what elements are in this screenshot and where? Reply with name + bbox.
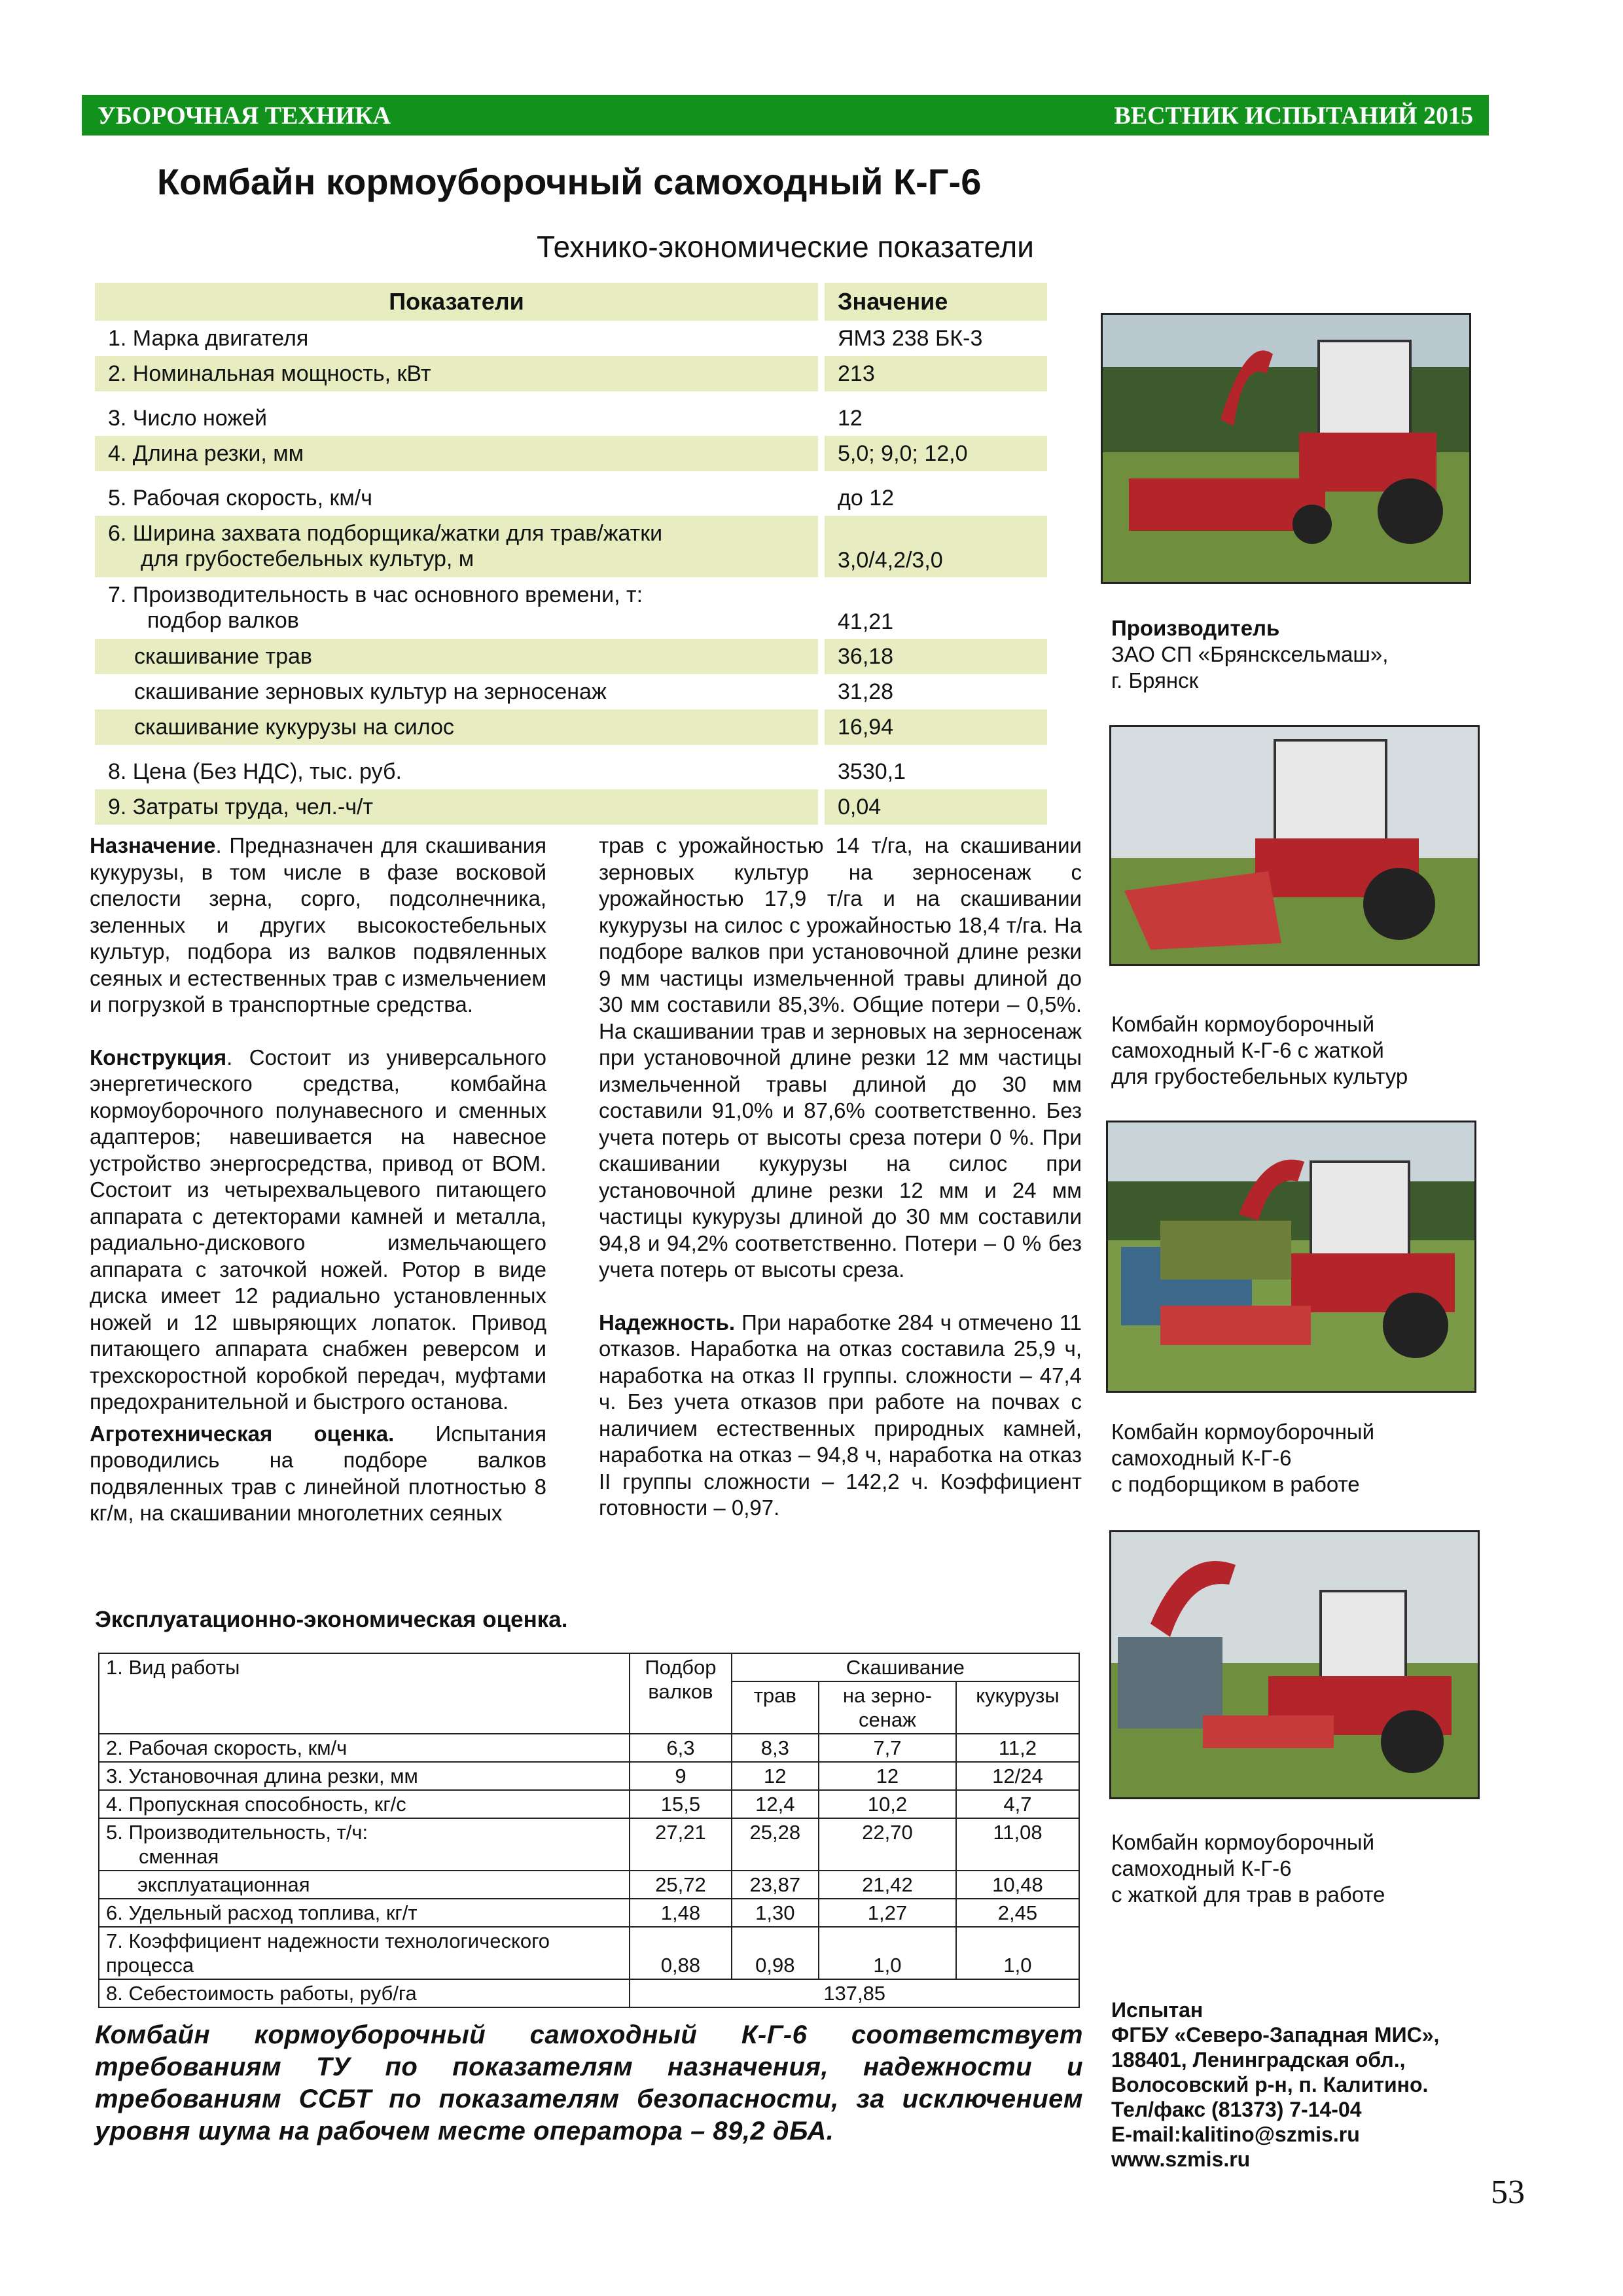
table-row: [95, 577, 1047, 639]
cell: 11,08: [956, 1818, 1079, 1871]
row-label-line: 6. Ширина захвата подборщика/жатки для трав/жатки: [108, 521, 663, 546]
producer-city: г. Брянск: [1111, 668, 1199, 692]
producer-label: Производитель: [1111, 616, 1280, 640]
cell: 11,2: [956, 1734, 1079, 1762]
cell: 1,0: [819, 1927, 956, 1979]
row-value: до 12: [818, 480, 1047, 516]
table-row: [99, 1762, 1079, 1790]
caption-3: [1111, 1829, 1385, 1908]
page-number: 53: [1491, 2174, 1525, 2211]
table-row: [99, 1653, 1079, 1681]
tested-address: Волосовский р-н, п. Калитино.: [1111, 2073, 1429, 2096]
design-paragraph: [90, 1045, 546, 1416]
row-label: 7. Коэффициент надежности технологического процесса: [99, 1927, 630, 1979]
table-row: [95, 480, 1047, 516]
table-row: [99, 1790, 1079, 1818]
caption-2: [1111, 1419, 1374, 1498]
tested-address: 188401, Ленинградская обл.,: [1111, 2048, 1406, 2072]
table-row: [99, 1871, 1079, 1899]
cell: 10,48: [956, 1871, 1079, 1899]
row-value: 12: [818, 401, 1047, 436]
row-value: 0,04: [818, 789, 1047, 825]
tested-phone: Тел/факс (81373) 7-14-04: [1111, 2098, 1362, 2121]
text-column-left: [90, 833, 546, 1527]
row-label: [95, 577, 818, 639]
ops-header-grass: трав: [732, 1681, 819, 1734]
caption-line: Комбайн кормоуборочный: [1111, 1420, 1375, 1444]
caption-line: Комбайн кормоуборочный: [1111, 1830, 1375, 1854]
table-row: [95, 516, 1047, 577]
table-row: [99, 1734, 1079, 1762]
row-label: 9. Затраты труда, чел.-ч/т: [95, 789, 818, 825]
cell: 25,72: [630, 1871, 731, 1899]
photo-combine-2: [1109, 725, 1480, 966]
row-label: 5. Рабочая скорость, км/ч: [108, 485, 372, 511]
table-row: [95, 754, 1047, 789]
photo-combine-1: [1101, 313, 1471, 584]
row-label: 2. Номинальная мощность, кВт: [95, 356, 818, 391]
row-value: ЯМЗ 238 БК-3: [818, 321, 1047, 356]
ops-title: Эксплуатационно-экономическая оценка.: [95, 1607, 568, 1632]
table-row: [99, 1818, 1079, 1871]
caption-1: [1111, 1011, 1408, 1090]
reliability-text: При наработке 284 ч отмечено 11 отказов. Наработка на отказ составила 25,9 ч, наработка на отказ II группы. сложности – 47,4 ч. Без учета отказов при работе на почвах с наличием естественных природных камней, наработка на отказ – 94,8 ч, наработка на отказ II группы сложности – 142,2 ч. Коэффициент готовности – 0,97.: [599, 1310, 1082, 1520]
design-text: . Состоит из универсального энергетического средства, комбайна кормоуборочного полунавесного и сменных адаптеров; навешивается на навесное устройство энергосредства, привод от ВОМ. Состоит из четырехвальцевого питающего аппарата с детекторами камней и металла, радиально-дискового измельчающего аппарата с заточкой ножей. Ротор в виде диска имеет 12 радиально установленных ножей и 12 швыряющих лопаток. Привод питающего аппарата снабжен реверсом и трехскоростной коробкой передач, муфтами предохранительной и быстрого останова.: [90, 1045, 546, 1414]
row-label-line: 7. Производительность в час основного времени, т:: [108, 583, 643, 607]
table-row: [95, 436, 1047, 471]
table-row: [95, 356, 1047, 391]
row-label: скашивание кукурузы на силос: [95, 709, 818, 745]
row-value: 3530,1: [818, 754, 1047, 789]
purpose-label: Назначение: [90, 833, 216, 857]
header-banner: [82, 95, 1489, 135]
table-row: [95, 639, 1047, 674]
caption-line: самоходный К-Г-6: [1111, 1856, 1292, 1880]
row-label: 4. Длина резки, мм: [95, 436, 818, 471]
cell: 12: [732, 1762, 819, 1790]
row-value: 213: [818, 356, 1047, 391]
cell: 10,2: [819, 1790, 956, 1818]
cell: 6,3: [630, 1734, 731, 1762]
cell: 137,85: [630, 1979, 1079, 2007]
ops-header-pickup: Подбор валков: [630, 1653, 731, 1734]
cell: 9: [630, 1762, 731, 1790]
reliability-paragraph: [599, 1310, 1082, 1522]
section-label: УБОРОЧНАЯ ТЕХНИКА: [98, 102, 391, 130]
reliability-label: Надежность.: [599, 1310, 736, 1335]
table-row: [95, 709, 1047, 745]
indicators-table: [95, 283, 1047, 825]
row-value: 16,94: [818, 709, 1047, 745]
row-label-line: 5. Производительность, т/ч:: [106, 1821, 368, 1844]
cell: 27,21: [630, 1818, 731, 1871]
row-label-line: для грубостебельных культур, м: [141, 547, 474, 571]
table-row: [95, 321, 1047, 356]
row-label: эксплуатационная: [99, 1871, 630, 1899]
harvester-photo-icon: [1108, 1122, 1474, 1391]
cell: 1,30: [732, 1899, 819, 1927]
caption-line: самоходный К-Г-6 с жаткой: [1111, 1038, 1384, 1062]
agro-continued-text: трав с урожайностью 14 т/га, на скашивании зерновых культур на зерносенаж с урожайностью 17,9 т/га и на скашивании кукурузы на силос с урожайностью 18,4 т/га. На подборе валков при установочной длине резки 9 мм частицы измельченной травы длиной до 30 мм составили 85,3%. Общие потери – 0,5%. На скашивании трав и зерновых на зерносенаж при установочной длине резки 12 мм частицы измельченной травы длиной до 30 мм составили 91,0% и 87,6% соответственно. Без учета потерь от высоты среза потери 0 %. При скашивании кукурузы на силос при установочной длине резки 12 мм и 24 мм частицы кукурузы длиной до 30 мм составили 94,8 и 94,2% соответственно. Потери – 0 % без учета потерь от высоты среза.: [599, 833, 1082, 1282]
row-label: [99, 1818, 630, 1871]
tested-by-block: [1111, 1998, 1439, 2172]
cell: 1,48: [630, 1899, 731, 1927]
cell: 12: [819, 1762, 956, 1790]
cell: 4,7: [956, 1790, 1079, 1818]
ops-header-work: 1. Вид работы: [99, 1653, 630, 1734]
header-cell: Значение: [818, 283, 1047, 321]
row-label: 8. Цена (Без НДС), тыс. руб.: [108, 759, 402, 784]
agro-text: Испытания проводились на подборе валков подвяленных трав с линейной плотностью 8 кг/м, на скашивании многолетних сеяных: [90, 1421, 546, 1525]
row-label-line: сменная: [139, 1845, 219, 1868]
row-value: 31,28: [818, 674, 1047, 709]
table-row: [99, 1899, 1079, 1927]
caption-line: Комбайн кормоуборочный: [1111, 1012, 1375, 1036]
cell: 12,4: [732, 1790, 819, 1818]
cell: 1,27: [819, 1899, 956, 1927]
caption-line: с жаткой для трав в работе: [1111, 1882, 1385, 1907]
row-label: 8. Себестоимость работы, руб/га: [99, 1979, 630, 2007]
photo-combine-4: [1109, 1530, 1480, 1799]
tested-website[interactable]: www.szmis.ru: [1111, 2147, 1251, 2171]
tested-label: Испытан: [1111, 1998, 1204, 2022]
row-label: скашивание трав: [95, 639, 818, 674]
page-title: Комбайн кормоуборочный самоходный К-Г-6: [157, 161, 982, 202]
producer-block: [1111, 615, 1388, 694]
photo-combine-3: [1106, 1121, 1476, 1393]
cell: 0,98: [732, 1927, 819, 1979]
table-row: [95, 789, 1047, 825]
row-label: скашивание зерновых культур на зерносенаж: [134, 679, 607, 704]
ops-header-mowing: Скашивание: [732, 1653, 1079, 1681]
table-row: [99, 1979, 1079, 2007]
cell: 23,87: [732, 1871, 819, 1899]
agro-label: Агротехническая оценка.: [90, 1421, 395, 1446]
row-label: 4. Пропускная способность, кг/с: [99, 1790, 630, 1818]
cell: 12/24: [956, 1762, 1079, 1790]
agro-paragraph: [90, 1421, 546, 1527]
cell: 0,88: [630, 1927, 731, 1979]
ops-header-grain: на зерно-сенаж: [819, 1681, 956, 1734]
cell: 25,28: [732, 1818, 819, 1871]
header-cell: Показатели: [95, 283, 818, 321]
cell: 22,70: [819, 1818, 956, 1871]
table-row: [99, 1927, 1079, 1979]
page-subtitle: Технико-экономические показатели: [537, 230, 1034, 264]
producer-name: ЗАО СП «Брянсксельмаш»,: [1111, 642, 1389, 666]
cell: 8,3: [732, 1734, 819, 1762]
row-value: 3,0/4,2/3,0: [818, 516, 1047, 577]
text-column-middle: [599, 833, 1082, 1522]
harvester-photo-icon: [1111, 727, 1478, 964]
row-value: 5,0; 9,0; 12,0: [818, 436, 1047, 471]
table-row: [95, 674, 1047, 709]
ops-table: [98, 1653, 1080, 2008]
table-header-row: [95, 283, 1047, 321]
cell: 15,5: [630, 1790, 731, 1818]
cell: 2,45: [956, 1899, 1079, 1927]
harvester-photo-icon: [1103, 315, 1469, 582]
row-value: 41,21: [818, 577, 1047, 639]
row-label-line: подбор валков: [147, 608, 299, 633]
row-value: 36,18: [818, 639, 1047, 674]
ops-header-corn: кукурузы: [956, 1681, 1079, 1734]
row-label: 1. Марка двигателя: [108, 325, 309, 351]
cell: 21,42: [819, 1871, 956, 1899]
cell: 7,7: [819, 1734, 956, 1762]
row-label: 6. Удельный расход топлива, кг/т: [99, 1899, 630, 1927]
row-label: [95, 516, 818, 577]
purpose-paragraph: [90, 833, 546, 1018]
harvester-photo-icon: [1111, 1532, 1478, 1797]
row-label: 3. Число ножей: [108, 405, 267, 431]
journal-label: ВЕСТНИК ИСПЫТАНИЙ 2015: [1114, 102, 1473, 130]
caption-line: для грубостебельных культур: [1111, 1064, 1408, 1088]
caption-line: с подборщиком в работе: [1111, 1472, 1360, 1496]
row-label: 3. Установочная длина резки, мм: [99, 1762, 630, 1790]
purpose-text: . Предназначен для скашивания кукурузы, в том числе в фазе восковой спелости зерна, сорго, подсолнечника, зеленных и других высокостебельных культур, подбора из валков подвяленных сеяных и естественных трав с измельчением и погрузкой в транспортные средства.: [90, 833, 546, 1016]
table-row: [95, 401, 1047, 436]
cell: 1,0: [956, 1927, 1079, 1979]
tested-org: ФГБУ «Северо-Западная МИС»,: [1111, 2023, 1440, 2047]
caption-line: самоходный К-Г-6: [1111, 1446, 1292, 1470]
row-label: 2. Рабочая скорость, км/ч: [99, 1734, 630, 1762]
design-label: Конструкция: [90, 1045, 227, 1069]
tested-email[interactable]: E-mail:kalitino@szmis.ru: [1111, 2123, 1360, 2146]
conclusion: Комбайн кормоуборочный самоходный К-Г-6 соответствует требованиям ТУ по показателям назначения, надежности и требованиям ССБТ по показателям безопасности, за исключением уровня шума на рабочем месте оператора – 89,2 дБА.: [95, 2020, 1083, 2145]
